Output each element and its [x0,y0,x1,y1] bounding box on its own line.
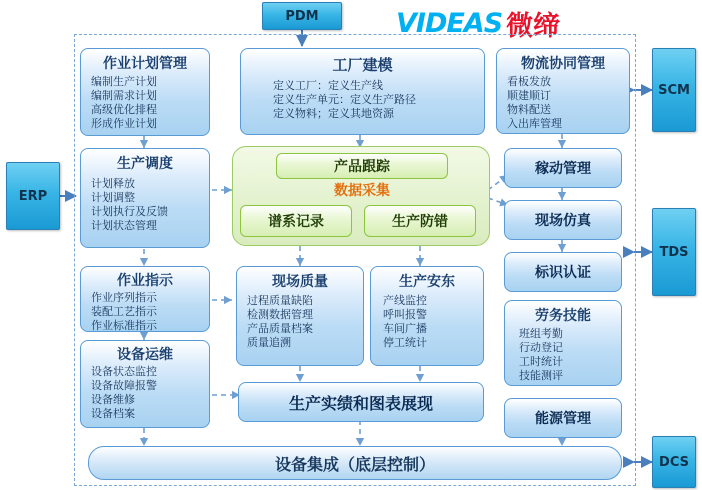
module-andon-line: 停工统计 [383,336,427,350]
core-mistake-proofing[interactable] [364,205,476,237]
module-plan-line: 编制需求计划 [91,89,157,103]
module-workorder-title: 作业指示 [117,273,173,289]
module-schedule-line: 计划执行及反馈 [91,205,168,219]
module-factory-modeling-line: 定义工厂：定义生产线 [273,79,383,92]
external-system-erp-label: ERP [18,188,48,204]
module-equipment-title: 设备运维 [117,347,173,363]
core-product-tracking[interactable] [276,153,448,179]
module-andon-line: 产线监控 [383,294,427,307]
module-schedule-line: 计划调整 [91,191,135,205]
module-logistics-title: 物流协同管理 [521,56,605,72]
module-logistics-line: 入出库管理 [507,117,562,131]
module-andon-line: 呼叫报警 [383,308,427,322]
module-report[interactable] [238,382,484,422]
module-workorder-line: 作业标准指示 [91,319,157,333]
module-labor-line: 行动登记 [519,341,563,355]
module-factory-modeling-line: 定义物料；定义其地资源 [273,107,394,121]
module-schedule-line: 计划释放 [91,177,135,190]
external-system-dcs-label: DCS [659,454,689,470]
external-system-tds-label: TDS [659,244,689,260]
core-product-tracking-label: 产品跟踪 [334,159,390,175]
module-equipment-line: 设备状态监控 [91,365,157,378]
module-factory-modeling[interactable] [240,48,485,135]
external-system-erp[interactable] [6,162,60,230]
module-utilization-label: 稼动管理 [535,161,591,177]
external-system-dcs[interactable] [652,436,696,488]
module-plan-line: 高级优化排程 [91,103,157,117]
module-logistics[interactable] [496,48,630,134]
module-quality-line: 产品质量档案 [247,322,313,336]
module-plan-line: 形成作业计划 [91,117,157,131]
module-equipment-line: 设备维修 [91,393,135,407]
module-labor-line: 技能测评 [519,369,563,383]
module-quality[interactable] [236,266,364,366]
module-equipment-line: 设备档案 [91,407,135,421]
module-report-label: 生产实绩和图表展现 [288,393,433,413]
module-quality-title: 现场质量 [272,274,328,290]
module-integration-label: 设备集成（底层控制） [274,454,435,474]
module-schedule-title: 生产调度 [117,156,173,172]
module-identification[interactable] [504,252,622,292]
module-factory-modeling-line: 定义生产单元：定义生产路径 [273,93,416,107]
module-energy-label: 能源管理 [535,411,591,427]
module-labor[interactable] [504,300,622,386]
module-workorder-line: 作业序列指示 [91,291,157,304]
external-system-scm-label: SCM [658,82,690,98]
brand-logo-latin: VIDEAS [396,8,503,39]
core-mistake-proofing-label: 生产防错 [392,214,448,230]
module-utilization[interactable] [504,148,622,188]
module-logistics-line: 物料配送 [507,103,551,117]
module-logistics-line: 顺建顺订 [507,89,551,103]
module-andon[interactable] [370,266,484,366]
module-energy[interactable] [504,398,622,438]
module-workorder[interactable] [80,266,210,332]
module-andon-line: 车间广播 [383,322,427,336]
module-simulation-label: 现场仿真 [535,213,591,229]
module-labor-line: 工时统计 [519,355,563,369]
module-plan-line: 编制生产计划 [91,75,157,88]
external-system-pdm-label: PDM [285,8,319,24]
module-schedule[interactable] [80,148,210,248]
external-system-pdm[interactable] [262,2,342,30]
module-plan[interactable] [80,48,210,136]
external-system-scm[interactable] [652,48,696,132]
module-andon-title: 生产安东 [399,274,455,290]
module-workorder-line: 装配工艺指示 [91,305,157,319]
core-genealogy[interactable] [240,205,352,237]
module-identification-label: 标识认证 [535,265,591,281]
module-simulation[interactable] [504,200,622,240]
brand-logo-chinese: 微缔 [506,11,561,42]
module-quality-line: 检测数据管理 [247,308,313,322]
core-genealogy-label: 谱系记录 [268,214,324,230]
core-data-collection-label: 数据采集 [334,183,390,199]
module-factory-modeling-title: 工厂建模 [332,56,393,74]
module-quality-line: 过程质量缺陷 [247,294,313,307]
module-equipment-line: 设备故障报警 [91,379,157,393]
module-quality-line: 质量追溯 [247,336,291,350]
module-labor-title: 劳务技能 [535,308,591,324]
external-system-tds[interactable] [652,208,696,296]
module-logistics-line: 看板发放 [507,75,551,88]
module-labor-line: 班组考勤 [519,327,563,340]
module-plan-title: 作业计划管理 [103,56,187,72]
module-schedule-line: 计划状态管理 [91,219,157,233]
module-integration[interactable] [88,446,622,480]
module-equipment[interactable] [80,340,210,428]
